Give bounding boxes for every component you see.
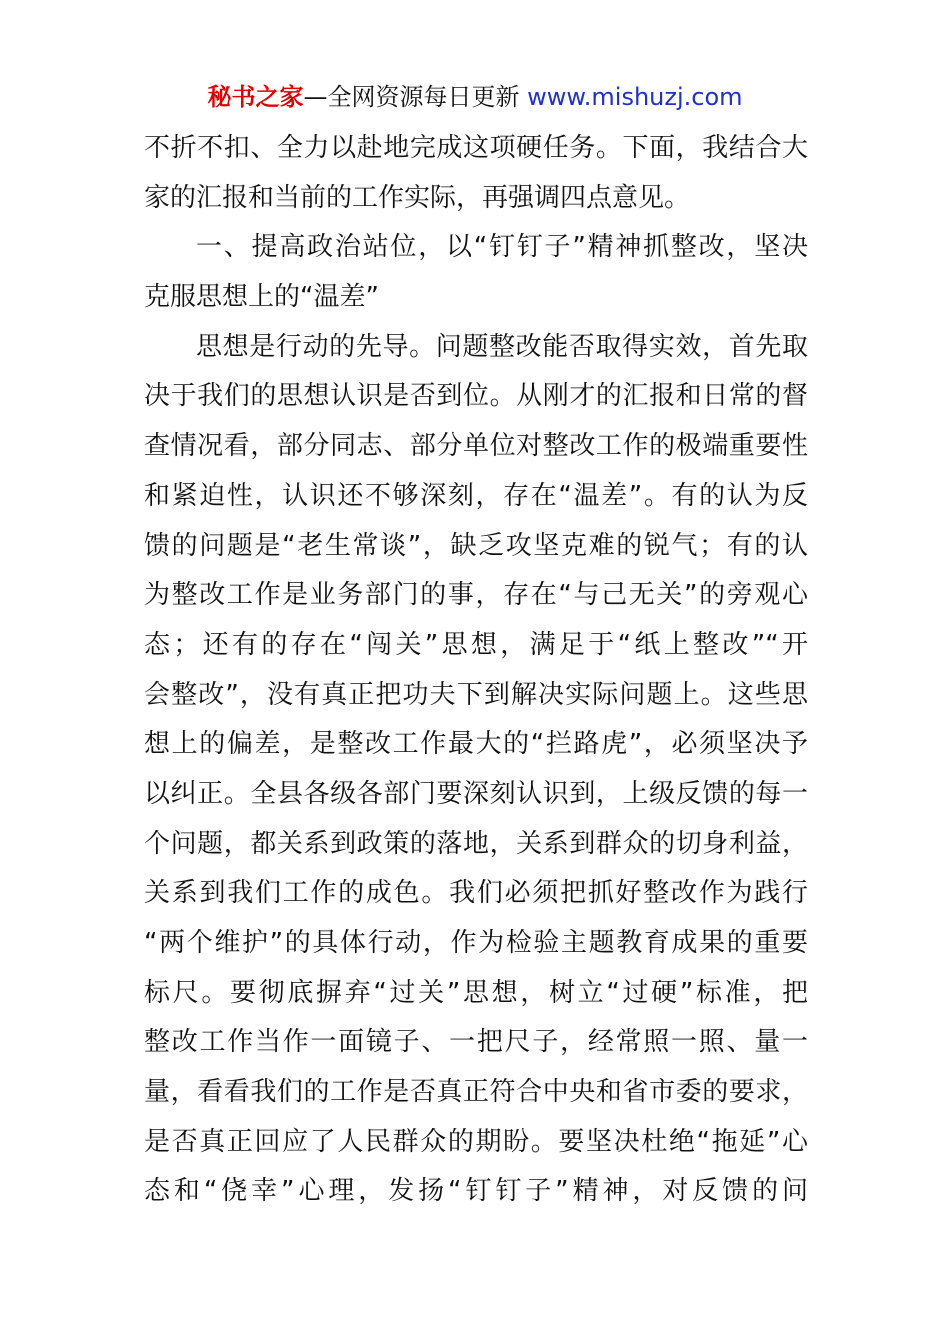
- text-line: 会整改”，没有真正把功夫下到解决实际问题上。这些思: [144, 679, 808, 710]
- text-line: 态和“侥幸”心理，发扬“钉钉子”精神，对反馈的问: [144, 1176, 808, 1207]
- text-line: 不折不扣、全力以赴地完成这项硬任务。下面，我结合大: [144, 133, 808, 163]
- text-line: 量，看看我们的工作是否真正符合中央和省市委的要求，: [144, 1077, 808, 1108]
- brand-name: 秘书之家: [207, 83, 304, 111]
- text-line: 家的汇报和当前的工作实际，再强调四点意见。: [144, 182, 691, 213]
- page-header: [0, 80, 950, 114]
- document-body: [144, 124, 808, 1217]
- text-line: 和紧迫性，认识还不够深刻，存在“温差”。有的认为反: [144, 480, 808, 511]
- text-line: 以纠正。全县各级各部门要深刻认识到，上级反馈的每一: [144, 778, 808, 809]
- section-heading-line: 克服思想上的“温差”: [144, 282, 379, 313]
- text-line: 查情况看，部分同志、部分单位对整改工作的极端重要性: [144, 431, 808, 462]
- text-line: “两个维护”的具体行动，作为检验主题教育成果的重要: [144, 928, 808, 958]
- text-line: 想上的偏差，是整改工作最大的“拦路虎”，必须坚决予: [144, 729, 808, 760]
- site-url-link[interactable]: www.mishuzj.com: [527, 83, 743, 111]
- text-line: 是否真正回应了人民群众的期盼。要坚决杜绝“拖延”心: [144, 1126, 808, 1157]
- text-line: 个问题，都关系到政策的落地，关系到群众的切身利益，: [144, 828, 808, 859]
- text-line: 为整改工作是业务部门的事，存在“与己无关”的旁观心: [144, 580, 808, 611]
- text-line: 思想是行动的先导。问题整改能否取得实效，首先取: [196, 331, 808, 362]
- text-line: 标尺。要彻底摒弃“过关”思想，树立“过硬”标准，把: [144, 977, 808, 1008]
- text-line: 馈的问题是“老生常谈”，缺乏攻坚克难的锐气；有的认: [144, 530, 808, 561]
- text-line: 关系到我们工作的成色。我们必须把抓好整改作为践行: [144, 878, 808, 909]
- text-line: 整改工作当作一面镜子、一把尺子，经常照一照、量一: [144, 1027, 808, 1058]
- section-heading-line: 一、提高政治站位，以“钉钉子”精神抓整改，坚决: [196, 232, 808, 263]
- text-line: 态；还有的存在“闯关”思想，满足于“纸上整改”“开: [144, 629, 808, 660]
- header-tagline: —全网资源每日更新: [303, 83, 528, 111]
- text-line: 决于我们的思想认识是否到位。从刚才的汇报和日常的督: [144, 381, 808, 412]
